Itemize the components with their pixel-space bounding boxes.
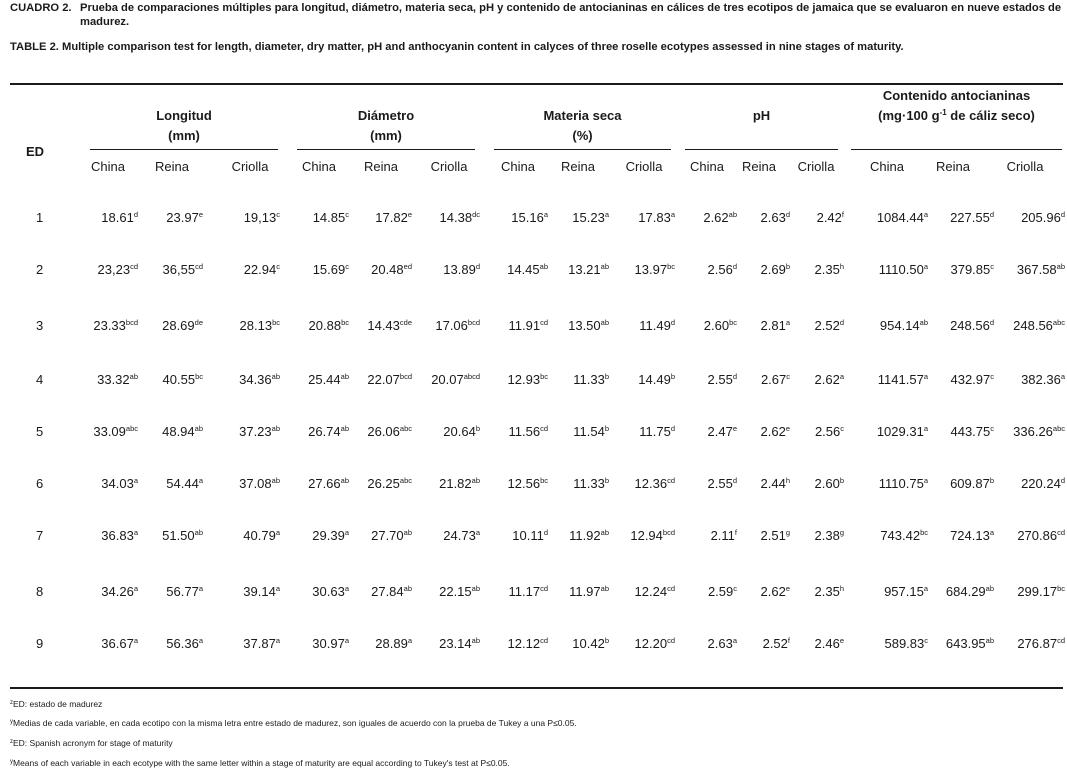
group-header-title: Diámetro — [357, 108, 415, 123]
caption-en-text: Multiple comparison test for length, diameter, dry matter, pH and anthocyanin content in calyces of three roselle ecotypes assessed in nine stages of maturity. — [62, 41, 904, 53]
table-cell: $20.07^{abcd}$ — [431, 372, 480, 387]
table-cell: 15.69$^c$ — [312, 262, 349, 277]
table-cell: 2.52$^f$ — [762, 636, 790, 651]
stage-label: 8 — [36, 584, 44, 599]
table-cell: 17.06$^{bcd}$ — [435, 318, 480, 333]
group-header-title: Materia seca — [543, 108, 622, 123]
table-cell: 15.16$^a$ — [511, 210, 548, 225]
caption-es-text: Prueba de comparaciones múltiples para longitud, diámetro, materia seca, pH y contenido de antocianinas en cálices de tres ecotipos de jamaica que se evaluaron en nueve estados de madurez. — [80, 2, 1062, 28]
ecotype-header: China — [91, 159, 125, 174]
table-cell: 2.62e — [760, 584, 790, 599]
table-cell: 11.75$^d$ — [639, 424, 675, 439]
table-cell: 23.14$^{ab}$ — [439, 636, 480, 651]
table-cell: 12.12$^{cd}$ — [507, 636, 548, 651]
table-cell: 609.87$^b$ — [950, 476, 994, 491]
stage-label: 3 — [36, 318, 44, 333]
table-cell: 11.92$^{ab}$ — [569, 528, 609, 543]
table-cell: 10.11$^d$ — [512, 528, 548, 543]
table-cell: 33.09$^{abc}$ — [93, 424, 138, 439]
table-cell: 2.51$^g$ — [760, 528, 790, 543]
group-header-4 — [851, 86, 1062, 126]
table-cell: 27.66$^{ab}$ — [308, 476, 349, 491]
table-bottom-rule — [10, 687, 1063, 689]
group-header-unit: (mm) — [168, 128, 200, 143]
table-cell: 28.13$^{bc}$ — [239, 318, 280, 333]
table-cell: 22.94$^c$ — [243, 262, 280, 277]
table-cell: 443.75$^c$ — [950, 424, 994, 439]
table-cell: 2.35$^h$ — [814, 262, 844, 277]
table-cell: 14.38$^{dc}$ — [439, 210, 480, 225]
caption-spanish — [10, 1, 1062, 29]
table-cell: 48.94$^{ab}$ — [162, 424, 203, 439]
table-cell: 11.54$^b$ — [573, 424, 609, 439]
ecotype-header: China — [302, 159, 336, 174]
table-cell: 11.56$^{cd}$ — [508, 424, 548, 439]
table-cell: 14.45$^{ab}$ — [507, 262, 548, 277]
table-cell: 11.33$^b$ — [573, 372, 609, 387]
stage-label: 2 — [36, 262, 44, 277]
table-cell: 589.83$^c$ — [884, 636, 928, 651]
table-cell: 643.95$^{ab}$ — [945, 636, 994, 651]
table-cell: 11.33$^b$ — [573, 476, 609, 491]
table-cell: 51.50$^{ab}$ — [162, 528, 203, 543]
table-cell: 1029.31$^a$ — [876, 424, 928, 439]
table-cell: 276.87$^{cd}$ — [1017, 636, 1065, 651]
table-cell: 40.55$^{bc}$ — [162, 372, 203, 387]
table-cell: 13.21$^{ab}$ — [568, 262, 609, 277]
table-cell: 30.97$^a$ — [312, 636, 349, 651]
group-underline — [90, 149, 278, 150]
table-cell: 37.87$^a$ — [243, 636, 280, 651]
table-cell: 27.70$^{ab}$ — [371, 528, 412, 543]
table-cell: 2.81$^a$ — [760, 318, 790, 333]
table-cell: 12.94$^{bcd}$ — [630, 528, 675, 543]
table-cell: 14.43$^{cde}$ — [367, 318, 412, 333]
table-cell: 382.36$^a$ — [1021, 372, 1065, 387]
group-header-unit: (mm) — [370, 128, 402, 143]
table-cell: 336.26$^{abc}$ — [1013, 424, 1065, 439]
group-underline — [851, 149, 1062, 150]
group-header-unit: (%) — [572, 128, 593, 143]
ecotype-header: Criolla — [430, 159, 468, 174]
table-cell: 2.56$^c$ — [814, 424, 844, 439]
table-cell: 2.62$^a$ — [814, 372, 844, 387]
table-top-rule — [10, 83, 1063, 85]
table-cell: 13.89$^d$ — [443, 262, 480, 277]
table-cell: 21.82$^{ab}$ — [439, 476, 480, 491]
table-cell: 20.88$^{bc}$ — [308, 318, 349, 333]
table-cell: 18.61$^d$ — [101, 210, 138, 225]
table-cell: 36.83$^a$ — [101, 528, 138, 543]
table-cell: 12.20$^{cd}$ — [634, 636, 675, 651]
table-cell: 26.06$^{abc}$ — [367, 424, 412, 439]
table-cell: 37.08$^{ab}$ — [239, 476, 280, 491]
group-underline — [685, 149, 838, 150]
ecotype-header: Criolla — [1006, 159, 1044, 174]
table-cell: 40.79$^a$ — [243, 528, 280, 543]
table-cell: 11.17$^{cd}$ — [508, 584, 548, 599]
ecotype-header: Reina — [364, 159, 398, 174]
table-cell: 2.69$^b$ — [760, 262, 790, 277]
table-cell: 26.74$^{ab}$ — [308, 424, 349, 439]
table-cell: 11.91$^{cd}$ — [508, 318, 548, 333]
table-cell: 2.35$^h$ — [814, 584, 844, 599]
table-cell: 2.11$^f$ — [710, 528, 737, 543]
table-cell: 2.44$^h$ — [760, 476, 790, 491]
footnote: $^y$Medias de cada variable, en cada ecotipo con la misma letra entre estado de madurez, son iguales de acuerdo con la prueba de Tukey a una P≤0.05. — [10, 718, 577, 728]
table-cell: 2.60$^{bc}$ — [703, 318, 737, 333]
table-cell: 2.47e — [707, 424, 737, 439]
table-cell: 954.14$^{ab}$ — [879, 318, 928, 333]
table-cell: 28.89$^a$ — [375, 636, 412, 651]
table-cell: 2.63$^a$ — [707, 636, 737, 651]
table-cell: 17.83$^a$ — [638, 210, 675, 225]
table-cell: 36,55$^{cd}$ — [162, 262, 203, 277]
table-cell: 12.24$^{cd}$ — [634, 584, 675, 599]
group-underline — [297, 149, 475, 150]
footnote: $^z$ED: estado de madurez — [10, 699, 103, 709]
table-cell: 12.36$^{cd}$ — [634, 476, 675, 491]
table-cell: 432.97$^c$ — [950, 372, 994, 387]
table-cell: 2.67$^c$ — [760, 372, 790, 387]
table-cell: 1110.75$^a$ — [878, 476, 928, 491]
group-underline — [494, 149, 671, 150]
table-cell: 11.97$^{ab}$ — [569, 584, 609, 599]
table-cell: 379.85$^c$ — [950, 262, 994, 277]
table-cell: 1084.44$^a$ — [876, 210, 928, 225]
stage-label: 4 — [36, 372, 44, 387]
table-cell: 14.49$^b$ — [638, 372, 675, 387]
stage-label: 6 — [36, 476, 44, 491]
table-cell: 724.13$^a$ — [950, 528, 994, 543]
table-cell: 299.17$^{bc}$ — [1017, 584, 1065, 599]
group-header-title: pH — [752, 108, 771, 123]
table-cell: 11.49$^d$ — [639, 318, 675, 333]
table-cell: 10.42$^b$ — [572, 636, 609, 651]
table-cell: 2.55$^d$ — [707, 372, 737, 387]
table-cell: 2.62e — [760, 424, 790, 439]
table-cell: 2.52$^d$ — [814, 318, 844, 333]
table-cell: 33.32$^{ab}$ — [97, 372, 138, 387]
table-cell: 2.63$^d$ — [760, 210, 790, 225]
ecotype-header: China — [501, 159, 535, 174]
table-cell: 22.07$^{bcd}$ — [367, 372, 412, 387]
table-cell: 12.93$^{bc}$ — [507, 372, 548, 387]
group-header-2 — [494, 106, 671, 146]
table-cell: 25.44$^{ab}$ — [308, 372, 349, 387]
group-header-title: Longitud — [156, 108, 212, 123]
table-cell: 248.56$^d$ — [950, 318, 994, 333]
stage-column-header: ED — [26, 144, 45, 159]
table-cell: 39.14$^a$ — [243, 584, 280, 599]
group-header-unit: (mg·100 $g^{-1}$ de cáliz seco) — [878, 108, 1035, 123]
table-cell: 23.97e — [166, 210, 203, 225]
caption-es-label: CUADRO 2. — [10, 2, 72, 14]
table-cell: 56.77$^a$ — [166, 584, 203, 599]
table-cell: 2.55$^d$ — [707, 476, 737, 491]
table-cell: 17.82e — [375, 210, 412, 225]
table-cell: 34.03$^a$ — [101, 476, 138, 491]
table-cell: 220.24$^d$ — [1021, 476, 1065, 491]
table-cell: 227.55$^d$ — [950, 210, 994, 225]
table-cell: 27.84$^{ab}$ — [371, 584, 412, 599]
ecotype-header: Reina — [742, 159, 776, 174]
footnote: $^z$ED: Spanish acronym for stage of maturity — [10, 738, 173, 748]
table-cell: 19,13$^c$ — [243, 210, 280, 225]
table-cell: 270.86$^{cd}$ — [1017, 528, 1065, 543]
table-cell: 24.73$^a$ — [443, 528, 480, 543]
table-cell: 56.36$^a$ — [166, 636, 203, 651]
footnote: $^y$Means of each variable in each ecotype with the same letter within a stage of maturity are equal according to Tukey's test at P≤0.05. — [10, 758, 510, 768]
ecotype-header: Criolla — [625, 159, 663, 174]
ecotype-header: Criolla — [797, 159, 835, 174]
stage-label: 5 — [36, 424, 44, 439]
ecotype-header: China — [690, 159, 724, 174]
table-cell: 26.25$^{abc}$ — [367, 476, 412, 491]
table-cell: 15.23$^a$ — [572, 210, 609, 225]
table-cell: 205.96$^d$ — [1021, 210, 1065, 225]
table-cell: 367.58$^{ab}$ — [1016, 262, 1065, 277]
table-cell: 2.46e — [814, 636, 844, 651]
stage-label: 7 — [36, 528, 44, 543]
table-cell: 957.15$^a$ — [884, 584, 928, 599]
table-cell: 36.67$^a$ — [101, 636, 138, 651]
ecotype-header: China — [870, 159, 904, 174]
stage-label: 9 — [36, 636, 44, 651]
table-cell: 12.56$^{bc}$ — [507, 476, 548, 491]
caption-en-label: TABLE 2. — [10, 41, 59, 53]
group-header-3 — [685, 106, 838, 126]
ecotype-header: Reina — [936, 159, 970, 174]
group-header-title: Contenido antocianinas — [882, 88, 1031, 103]
table-cell: 23.33$^{bcd}$ — [93, 318, 138, 333]
table-cell: 22.15$^{ab}$ — [439, 584, 480, 599]
table-cell: 54.44$^a$ — [166, 476, 203, 491]
table-cell: 2.38$^g$ — [814, 528, 844, 543]
table-cell: 37.23$^{ab}$ — [239, 424, 280, 439]
caption-english — [10, 40, 1062, 54]
table-cell: 1110.50$^a$ — [878, 262, 928, 277]
table-cell: 2.59$^c$ — [707, 584, 737, 599]
table-cell: 34.26$^a$ — [101, 584, 138, 599]
table-cell: 14.85$^c$ — [312, 210, 349, 225]
table-cell: 1141.57$^a$ — [877, 372, 928, 387]
table-cell: 34.36$^{ab}$ — [239, 372, 280, 387]
ecotype-header: Criolla — [231, 159, 269, 174]
table-cell: 2.56$^d$ — [707, 262, 737, 277]
table-cell: 248.56$^{abc}$ — [1013, 318, 1065, 333]
table-cell: 28.69de — [162, 318, 203, 333]
table-cell: 2.42$^f$ — [816, 210, 844, 225]
ecotype-header: Reina — [561, 159, 595, 174]
ecotype-header: Reina — [155, 159, 189, 174]
table-cell: 2.62$^{ab}$ — [703, 210, 737, 225]
table-cell: 20.64$^b$ — [443, 424, 480, 439]
table-cell: 29.39$^a$ — [312, 528, 349, 543]
table-cell: 743.42$^{bc}$ — [880, 528, 928, 543]
table-cell: 2.60$^b$ — [814, 476, 844, 491]
table-cell: 684.29$^{ab}$ — [945, 584, 994, 599]
table-cell: 30.63$^a$ — [312, 584, 349, 599]
group-header-1 — [297, 106, 475, 146]
table-cell: 13.97$^{bc}$ — [634, 262, 675, 277]
stage-label: 1 — [36, 210, 44, 225]
table-cell: 13.50$^{ab}$ — [568, 318, 609, 333]
table-cell: 20.48$^{ed}$ — [371, 262, 412, 277]
group-header-0 — [90, 106, 278, 146]
table-cell: 23,23$^{cd}$ — [97, 262, 138, 277]
